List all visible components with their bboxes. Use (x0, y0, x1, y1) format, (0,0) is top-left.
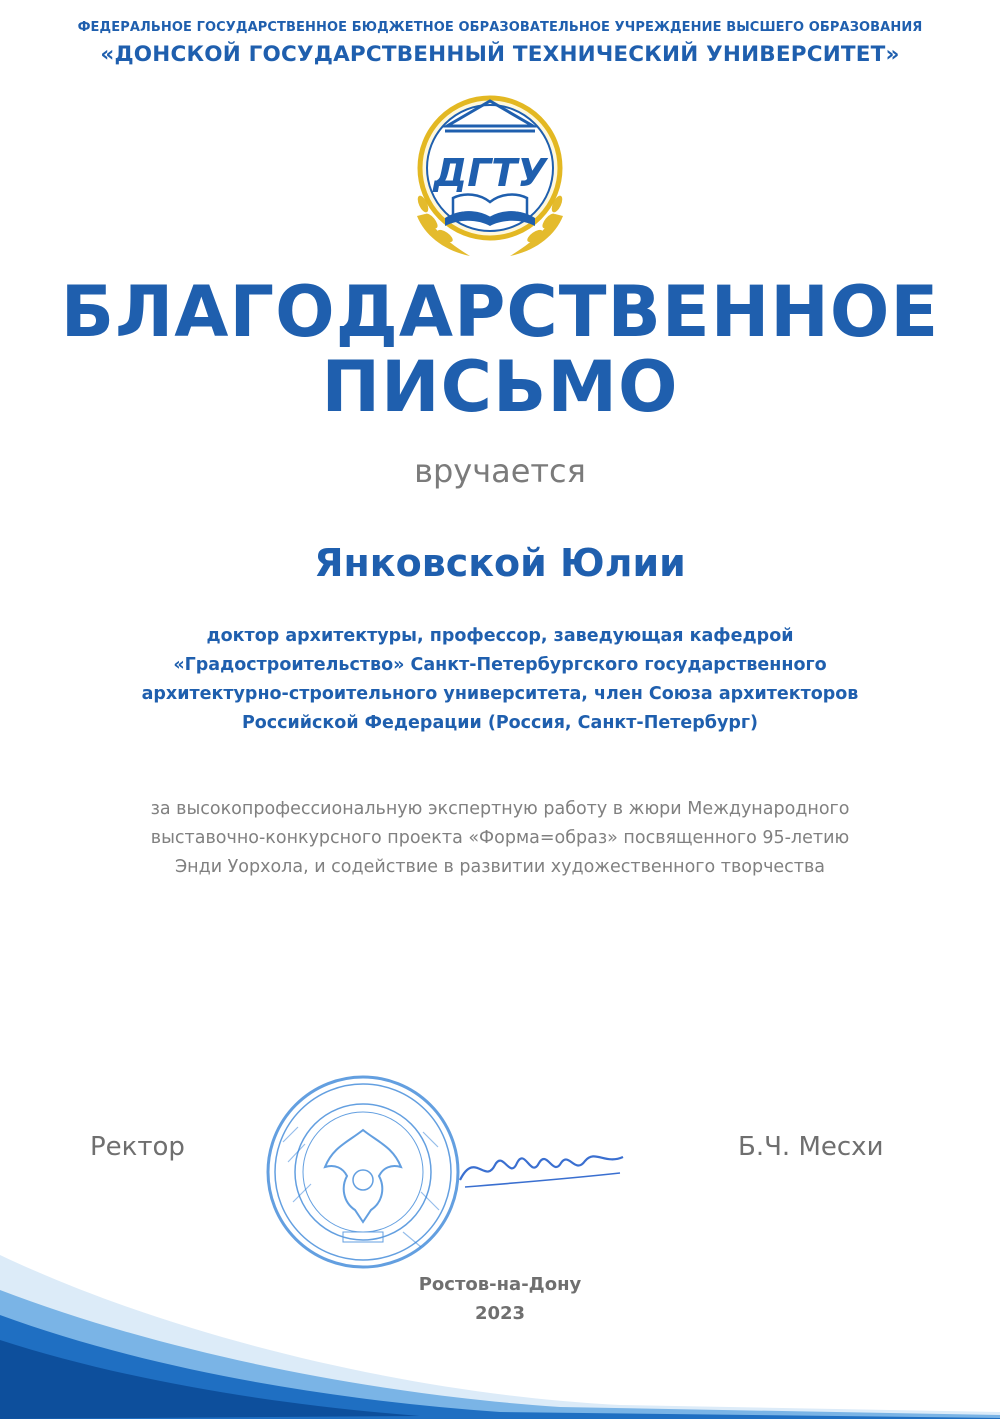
university-logo-icon (395, 76, 585, 266)
handwritten-signature-icon (455, 1135, 625, 1200)
institution-type: ФЕДЕРАЛЬНОЕ ГОСУДАРСТВЕННОЕ БЮДЖЕТНОЕ ОБРАЗОВАТЕЛЬНОЕ УЧРЕЖДЕНИЕ ВЫСШЕГО ОБРАЗОВАНИЯ (77, 20, 923, 35)
official-stamp-icon (263, 1072, 463, 1272)
recipient-name: Янковской Юлии (314, 541, 686, 585)
reason-line: выставочно-конкурсного проекта «Форма=образ» посвященного 95-летию (150, 828, 850, 848)
logo-text: ДГТУ (433, 151, 547, 195)
position-line: архитектурно-строительного университета, член Союза архитекторов (141, 684, 859, 704)
reason-line: Энди Уорхола, и содействие в развитии художественного творчества (174, 857, 826, 877)
signer-name: Б.Ч. Месхи (738, 1132, 884, 1162)
awarded-label: вручается (414, 452, 586, 490)
document-title-line2: ПИСЬМО (321, 346, 679, 428)
recipient-position (60, 622, 940, 738)
institution-name: «ДОНСКОЙ ГОСУДАРСТВЕННЫЙ ТЕХНИЧЕСКИЙ УНИВЕРСИТЕТ» (100, 42, 900, 67)
document-title-line1: БЛАГОДАРСТВЕННОЕ (60, 271, 940, 353)
city: Ростов-на-Дону (418, 1274, 582, 1295)
position-line: доктор архитектуры, профессор, заведующая кафедрой (206, 626, 794, 646)
position-line: Российской Федерации (Россия, Санкт-Петербург) (241, 713, 759, 733)
award-reason (40, 795, 960, 882)
position-line: «Градостроительство» Санкт-Петербургского государственного (173, 655, 827, 675)
reason-line: за высокопрофессиональную экспертную работу в жюри Международного (150, 799, 850, 819)
signer-role: Ректор (90, 1132, 185, 1162)
year: 2023 (474, 1303, 526, 1324)
